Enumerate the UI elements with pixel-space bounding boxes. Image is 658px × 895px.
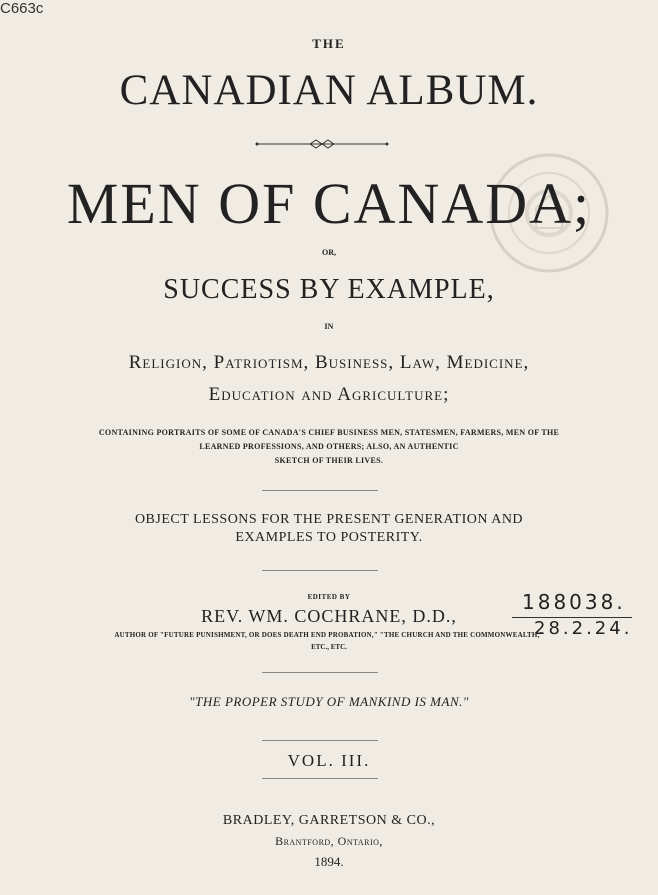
publisher-place: Brantford, Ontario, xyxy=(275,834,383,848)
author-credits-etc: ETC., ETC. xyxy=(311,643,347,651)
object-lessons-line-1: OBJECT LESSONS FOR THE PRESENT GENERATION AND xyxy=(134,512,524,527)
contents-line-1: CONTAINING PORTRAITS OF SOME OF CANADA'S CHIEF BUSINESS MEN, STATESMEN, FARMERS, MEN OF THE xyxy=(98,428,560,437)
object-lessons-line-2: EXAMPLES TO POSTERITY. xyxy=(235,530,423,545)
divider-rule xyxy=(262,570,378,571)
edited-by: EDITED BY xyxy=(307,593,351,601)
epigraph-quote: "THE PROPER STUDY OF MANKIND IS MAN." xyxy=(189,694,469,709)
publisher: BRADLEY, GARRETSON & CO., xyxy=(222,813,436,828)
subtitle: SUCCESS BY EXAMPLE, xyxy=(163,274,495,305)
publication-year: 1894. xyxy=(314,854,344,869)
or-connector: OR, xyxy=(322,248,336,257)
editor-name: REV. WM. COCHRANE, D.D., xyxy=(201,606,457,626)
shelf-mark: C663c xyxy=(0,0,44,17)
divider-rule xyxy=(262,740,378,741)
divider-rule xyxy=(262,778,378,779)
main-title: MEN OF CANADA; xyxy=(66,171,592,236)
handwritten-accession-number: 188038. xyxy=(522,590,626,614)
subjects-line-1: Religion, Patriotism, Business, Law, Medicine, xyxy=(128,352,530,373)
subjects-line-2: Education and Agriculture; xyxy=(208,384,450,405)
contents-line-2: LEARNED PROFESSIONS, AND OTHERS; ALSO, AN AUTHENTIC xyxy=(199,442,459,451)
volume-number: VOL. III. xyxy=(287,751,371,770)
author-credits: AUTHOR OF "FUTURE PUNISHMENT, OR DOES DEATH END PROBATION," "THE CHURCH AND THE COMMONWEALTH," xyxy=(114,631,544,639)
divider-rule xyxy=(262,490,378,491)
title-the: THE xyxy=(312,36,346,51)
contents-line-3: SKETCH OF THEIR LIVES. xyxy=(274,456,384,465)
handwritten-date: 28.2.24. xyxy=(534,618,633,639)
in-connector: IN xyxy=(324,322,334,331)
divider-rule xyxy=(262,672,378,673)
album-title: CANADIAN ALBUM. xyxy=(119,67,539,114)
ornament-divider-icon xyxy=(254,138,390,150)
